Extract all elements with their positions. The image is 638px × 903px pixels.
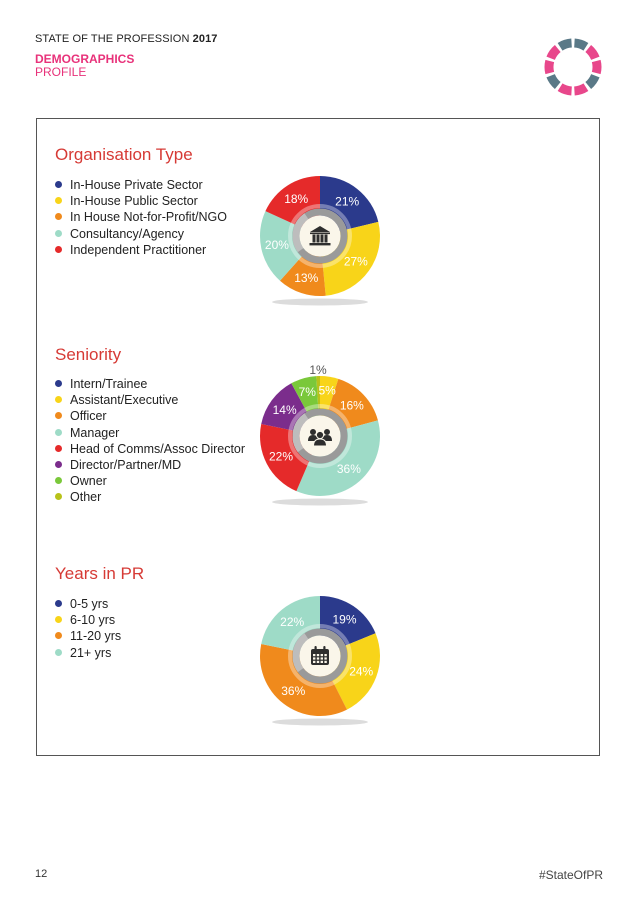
legend-item-intern-trainee (55, 376, 245, 392)
legend-item-6-10-yrs (55, 612, 121, 628)
pie-value-label-head-of-comms-assoc-director: 22% (268, 449, 294, 464)
years-in-pr-donut (258, 595, 382, 725)
pie-value-label-in-house-not-for-profit-ngo: 13% (294, 270, 319, 285)
legend-label: In-House Public Sector (70, 194, 198, 209)
legend-item-in-house-not-for-profit-ngo (55, 209, 227, 225)
legend-item-independent-practitioner (55, 242, 227, 258)
logo-segment (596, 61, 597, 73)
pie-value-label-manager: 36% (336, 462, 361, 477)
logo-segment (588, 76, 595, 86)
organisation-type-legend (55, 177, 227, 258)
pie-value-label-officer: 16% (339, 398, 364, 413)
legend-swatch (55, 380, 62, 387)
legend-item-11-20-yrs (55, 628, 121, 644)
legend-swatch (55, 230, 62, 237)
legend-swatch (55, 412, 62, 419)
pie-value-label-in-house-public-sector: 27% (343, 254, 368, 269)
legend-item-0-5-yrs (55, 596, 121, 612)
seniority-value-label-other: 1% (309, 363, 327, 377)
legend-item-head-of-comms-assoc-director (55, 441, 245, 457)
hashtag: #StateOfPR (538, 868, 603, 882)
logo-segment (551, 76, 558, 86)
seniority-legend (55, 376, 245, 506)
years-in-pr-title: Years in PR (55, 564, 145, 583)
pie-shadow (272, 499, 368, 506)
pie-shadow (272, 719, 368, 726)
legend-swatch (55, 181, 62, 188)
legend-label: Other (70, 490, 102, 505)
legend-swatch (55, 600, 62, 607)
legend-swatch (55, 461, 62, 468)
legend-label: In-House Private Sector (70, 178, 203, 192)
legend-item-assistant-executive (55, 392, 245, 408)
legend-swatch (55, 246, 62, 253)
ring-logo-icon (542, 36, 604, 98)
legend-item-owner (55, 473, 245, 489)
legend-label: 0-5 yrs (70, 597, 109, 611)
logo-segment (551, 48, 558, 58)
pie-value-label-independent-practitioner: 18% (284, 191, 309, 206)
legend-swatch (55, 649, 62, 656)
logo-segment (560, 43, 571, 47)
legend-swatch (55, 197, 62, 204)
legend-item-in-house-private-sector (55, 177, 227, 193)
legend-swatch (55, 632, 62, 639)
legend-label: 6-10 yrs (70, 613, 116, 628)
legend-item-in-house-public-sector (55, 193, 227, 209)
section-subtitle: PROFILE (35, 65, 87, 79)
legend-item-manager (55, 425, 245, 441)
legend-label: 21+ yrs (70, 645, 112, 660)
seniority-donut (258, 375, 382, 505)
logo-segment (588, 48, 595, 58)
page-number: 12 (35, 868, 48, 880)
legend-swatch (55, 616, 62, 623)
legend-swatch (55, 477, 62, 484)
pie-value-label-21-yrs: 22% (280, 614, 305, 629)
pie-value-label-11-20-yrs: 36% (281, 683, 306, 698)
page-header (35, 33, 218, 79)
legend-label: Assistant/Executive (70, 393, 179, 408)
legend-label: Intern/Trainee (70, 377, 148, 391)
report-title: STATE OF THE PROFESSION 2017 (35, 33, 218, 45)
seniority-title: Seniority (55, 345, 122, 364)
logo-segment (549, 61, 550, 73)
legend-item-21-yrs (55, 645, 121, 661)
legend-label: Independent Practitioner (70, 242, 207, 257)
legend-label: Owner (70, 474, 107, 489)
pie-value-label-director-partner-md: 14% (272, 402, 297, 417)
legend-swatch (55, 396, 62, 403)
logo-segment (574, 87, 585, 91)
pie-value-label-owner: 7% (298, 384, 316, 399)
pie-value-label-consultancy-agency: 20% (264, 238, 289, 253)
pie-center (300, 216, 341, 257)
legend-label: Manager (70, 425, 120, 440)
legend-item-director-partner-md (55, 457, 245, 473)
pie-value-label-in-house-private-sector: 21% (335, 194, 360, 209)
organisation-type-title: Organisation Type (55, 145, 193, 164)
legend-label: Officer (70, 409, 107, 424)
section-title: DEMOGRAPHICS (35, 52, 135, 66)
legend-label: Head of Comms/Assoc Director (70, 441, 246, 456)
legend-swatch (55, 429, 62, 436)
pie-value-label-assistant-executive: 5% (318, 383, 336, 398)
legend-item-officer (55, 408, 245, 424)
organisation-type-donut (258, 175, 382, 305)
years-in-pr-legend (55, 596, 121, 661)
legend-swatch (55, 445, 62, 452)
legend-label: Director/Partner/MD (70, 457, 182, 472)
legend-item-consultancy-agency (55, 226, 227, 242)
legend-label: 11-20 yrs (70, 629, 122, 644)
legend-label: Consultancy/Agency (70, 226, 184, 241)
pie-value-label-6-10-yrs: 24% (349, 664, 374, 679)
logo-segment (574, 43, 585, 47)
legend-swatch (55, 493, 62, 500)
pie-shadow (272, 299, 368, 306)
legend-label: In House Not-for-Profit/NGO (70, 210, 227, 225)
pie-value-label-0-5-yrs: 19% (332, 612, 357, 627)
legend-swatch (55, 213, 62, 220)
logo-segment (560, 87, 571, 91)
legend-item-other (55, 489, 245, 505)
